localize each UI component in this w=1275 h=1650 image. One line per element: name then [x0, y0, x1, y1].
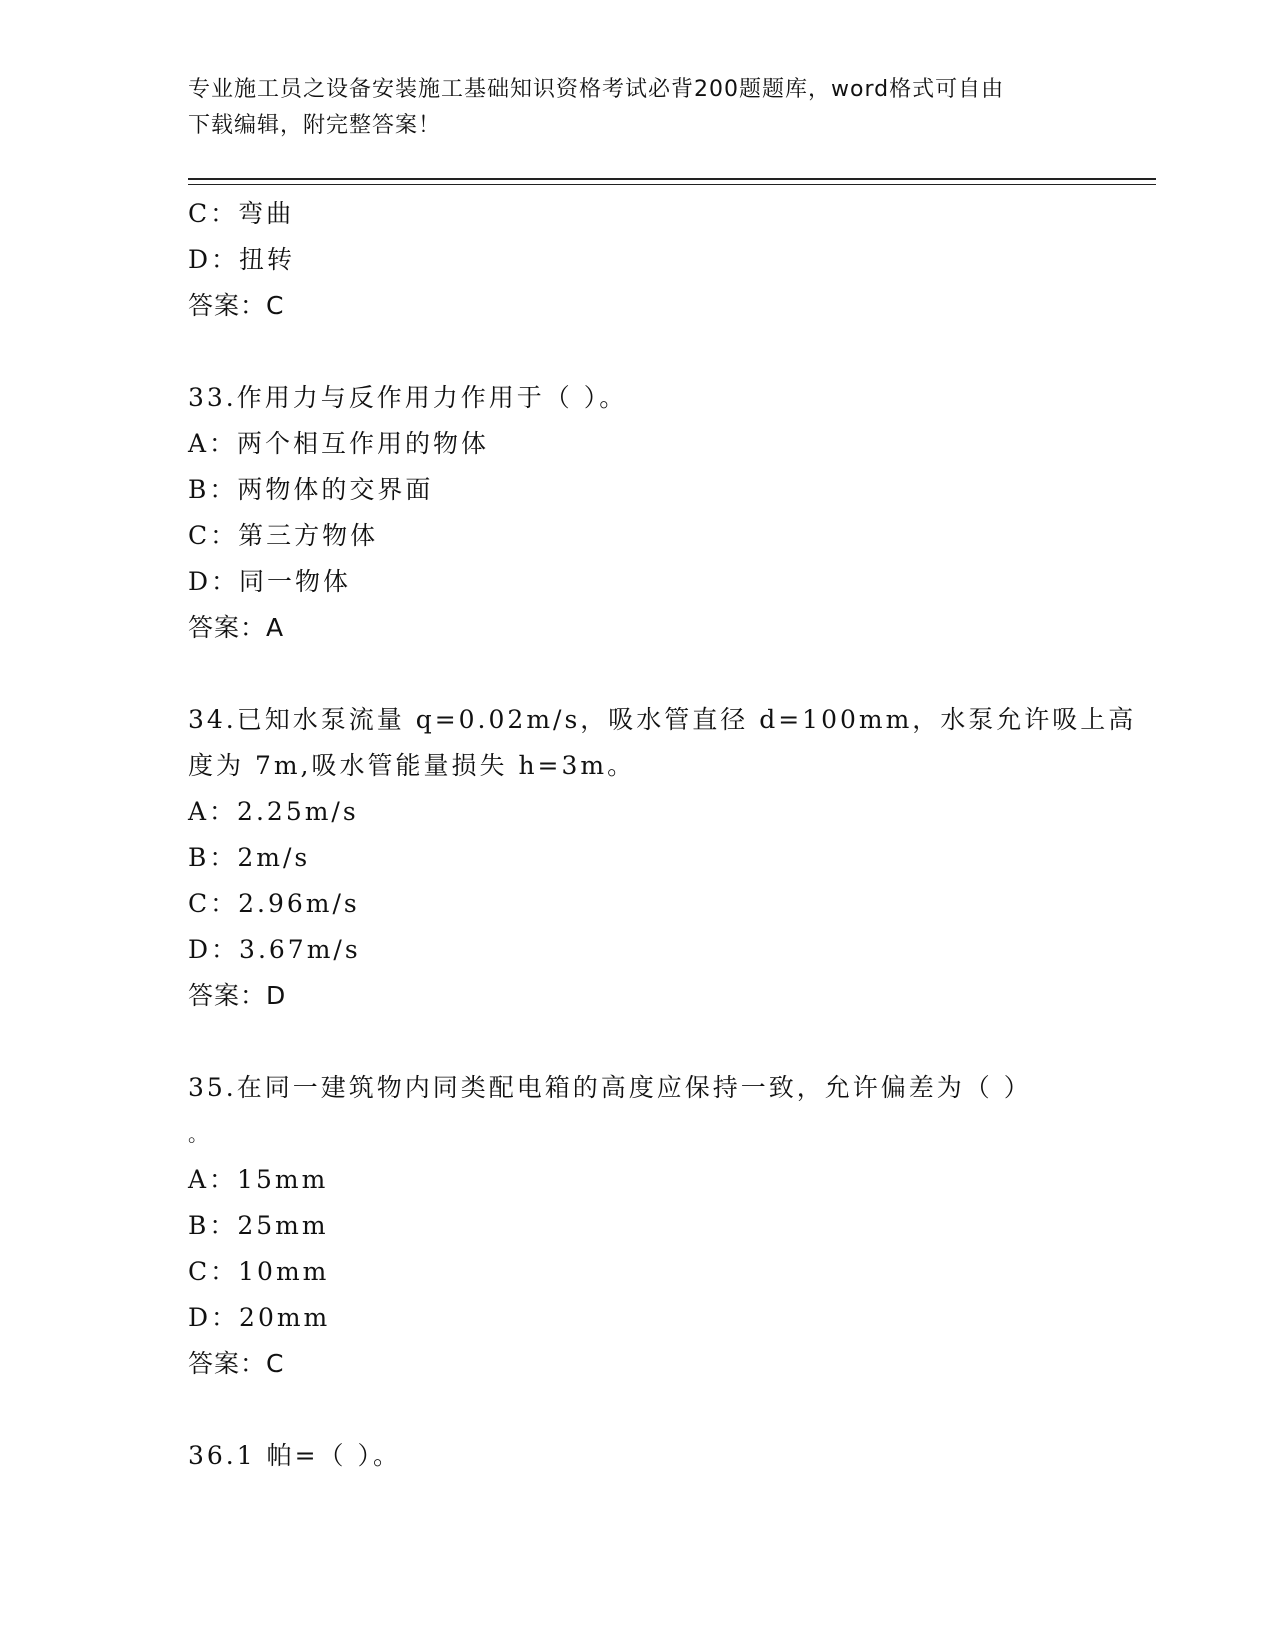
question-stem: 36.1 帕=（ ）。 [188, 1441, 402, 1470]
question-stem-line-2: 。 [188, 1122, 211, 1146]
header-divider-thin [188, 184, 1156, 185]
question-block-33 [188, 375, 1108, 651]
answer-line: 答案：C [188, 291, 285, 320]
option-a: A：2.25m/s [188, 797, 359, 826]
title-line-1: 专业施工员之设备安装施工基础知识资格考试必背200题题库，word格式可自由 [188, 77, 1005, 102]
option-d: D：同一物体 [188, 567, 352, 596]
option-c: C：弯曲 [188, 199, 295, 228]
option-c: C：10mm [188, 1257, 330, 1286]
title-line-2: 下载编辑，附完整答案！ [188, 113, 442, 138]
option-a: A：15mm [188, 1165, 329, 1194]
option-a: A：两个相互作用的物体 [188, 429, 490, 458]
answer-line: 答案：C [188, 1349, 285, 1378]
option-c: C：第三方物体 [188, 521, 379, 550]
question-stem-line-1: 35.在同一建筑物内同类配电箱的高度应保持一致，允许偏差为（ ） [188, 1073, 1032, 1102]
document-title [188, 72, 1088, 144]
question-block-34 [188, 697, 1137, 1019]
option-b: B：25mm [188, 1211, 329, 1240]
question-stem-line-1: 34.已知水泵流量 q=0.02m/s，吸水管直径 d=100mm，水泵允许吸上高 [188, 705, 1137, 734]
option-d: D：扭转 [188, 245, 296, 274]
question-block-32 [188, 191, 1108, 329]
question-stem: 33.作用力与反作用力作用于（ ）。 [188, 383, 628, 412]
question-stem-line-2: 度为 7m,吸水管能量损失 h=3m。 [188, 751, 636, 780]
answer-line: 答案：D [188, 981, 287, 1010]
question-block-35 [188, 1065, 1108, 1387]
question-list [188, 191, 1137, 1479]
option-b: B：2m/s [188, 843, 311, 872]
question-block-36 [188, 1433, 1108, 1479]
answer-line: 答案：A [188, 613, 285, 642]
header-divider-thick [188, 178, 1156, 180]
option-d: D：3.67m/s [188, 935, 361, 964]
option-c: C：2.96m/s [188, 889, 360, 918]
option-b: B：两物体的交界面 [188, 475, 434, 504]
option-d: D：20mm [188, 1303, 331, 1332]
